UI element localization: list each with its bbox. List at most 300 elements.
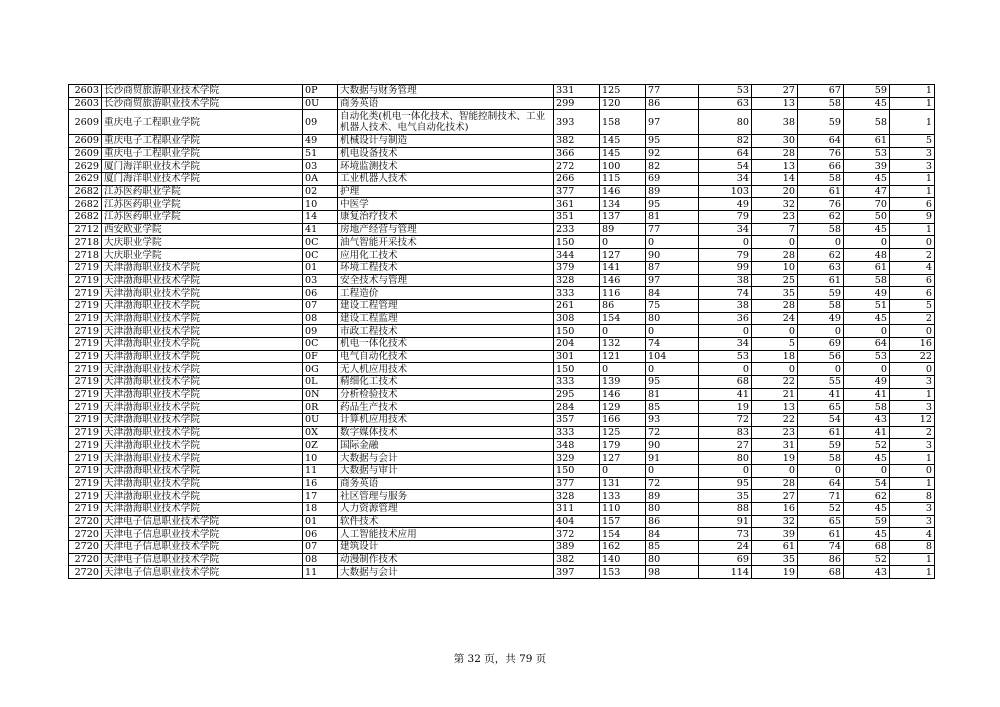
cell-major-code: 08 <box>303 312 338 325</box>
admission-score-table <box>68 84 935 579</box>
cell-major-name: 电气自动化技术 <box>338 350 554 363</box>
cell-major-name: 工业机器人技术 <box>338 173 554 186</box>
cell-school-code: 2720 <box>69 528 102 541</box>
cell-score-a: 0 <box>600 363 646 376</box>
cell-score-b: 86 <box>646 515 699 528</box>
cell-score-a: 0 <box>600 236 646 249</box>
cell-school-name: 江苏医药职业学院 <box>102 198 303 211</box>
cell-school-code: 2719 <box>69 490 102 503</box>
cell-score-e: 61 <box>798 274 844 287</box>
cell-total-score: 266 <box>554 173 600 186</box>
cell-school-name: 长沙商贸旅游职业技术学院 <box>102 85 303 98</box>
cell-score-a: 146 <box>600 185 646 198</box>
cell-score-c: 82 <box>699 134 752 147</box>
cell-score-c: 34 <box>699 223 752 236</box>
cell-score-d: 35 <box>752 287 798 300</box>
cell-school-name: 天津渤海职业技术学院 <box>102 426 303 439</box>
cell-score-d: 13 <box>752 97 798 110</box>
cell-rank-count: 1 <box>890 477 935 490</box>
cell-total-score: 311 <box>554 502 600 515</box>
cell-score-f: 53 <box>844 147 890 160</box>
cell-school-name: 长沙商贸旅游职业技术学院 <box>102 97 303 110</box>
cell-school-code: 2682 <box>69 185 102 198</box>
cell-rank-count: 1 <box>890 553 935 566</box>
cell-score-b: 90 <box>646 439 699 452</box>
cell-major-name: 大数据与会计 <box>338 452 554 465</box>
cell-major-code: 06 <box>303 528 338 541</box>
cell-score-d: 30 <box>752 134 798 147</box>
table-row <box>69 160 935 173</box>
cell-score-b: 81 <box>646 211 699 224</box>
cell-school-code: 2629 <box>69 173 102 186</box>
cell-rank-count: 1 <box>890 97 935 110</box>
cell-school-name: 天津渤海职业技术学院 <box>102 299 303 312</box>
cell-score-c: 88 <box>699 502 752 515</box>
table-row <box>69 350 935 363</box>
cell-score-b: 97 <box>646 274 699 287</box>
cell-rank-count: 3 <box>890 439 935 452</box>
cell-score-c: 79 <box>699 211 752 224</box>
cell-school-name: 大庆职业学院 <box>102 236 303 249</box>
cell-major-name: 房地产经营与管理 <box>338 223 554 236</box>
cell-score-e: 54 <box>798 414 844 427</box>
cell-major-code: 11 <box>303 566 338 579</box>
cell-total-score: 357 <box>554 414 600 427</box>
cell-school-name: 天津渤海职业技术学院 <box>102 414 303 427</box>
cell-school-code: 2719 <box>69 287 102 300</box>
table-row <box>69 223 935 236</box>
cell-school-code: 2719 <box>69 477 102 490</box>
cell-score-e: 76 <box>798 147 844 160</box>
cell-score-a: 127 <box>600 452 646 465</box>
cell-major-name: 建设工程监理 <box>338 312 554 325</box>
cell-score-a: 125 <box>600 85 646 98</box>
cell-rank-count: 3 <box>890 160 935 173</box>
cell-score-b: 0 <box>646 464 699 477</box>
cell-major-code: 18 <box>303 502 338 515</box>
table-row <box>69 97 935 110</box>
cell-major-name: 护理 <box>338 185 554 198</box>
cell-score-c: 38 <box>699 274 752 287</box>
cell-score-d: 13 <box>752 401 798 414</box>
cell-score-b: 98 <box>646 566 699 579</box>
cell-total-score: 382 <box>554 553 600 566</box>
cell-major-code: 0N <box>303 388 338 401</box>
cell-score-d: 7 <box>752 223 798 236</box>
cell-score-b: 74 <box>646 337 699 350</box>
cell-rank-count: 3 <box>890 401 935 414</box>
cell-rank-count: 6 <box>890 274 935 287</box>
cell-rank-count: 1 <box>890 173 935 186</box>
cell-school-code: 2719 <box>69 401 102 414</box>
cell-score-a: 146 <box>600 274 646 287</box>
cell-rank-count: 1 <box>890 223 935 236</box>
cell-rank-count: 0 <box>890 325 935 338</box>
cell-school-code: 2719 <box>69 299 102 312</box>
cell-score-f: 0 <box>844 325 890 338</box>
cell-total-score: 150 <box>554 236 600 249</box>
cell-score-d: 21 <box>752 388 798 401</box>
cell-score-f: 52 <box>844 553 890 566</box>
cell-rank-count: 0 <box>890 464 935 477</box>
cell-score-b: 82 <box>646 160 699 173</box>
cell-score-e: 58 <box>798 173 844 186</box>
cell-rank-count: 2 <box>890 426 935 439</box>
cell-score-a: 131 <box>600 477 646 490</box>
cell-score-a: 145 <box>600 147 646 160</box>
table-row <box>69 502 935 515</box>
cell-total-score: 328 <box>554 274 600 287</box>
cell-score-f: 54 <box>844 477 890 490</box>
cell-score-c: 103 <box>699 185 752 198</box>
cell-major-name: 油气智能开采技术 <box>338 236 554 249</box>
cell-score-b: 0 <box>646 363 699 376</box>
cell-score-e: 67 <box>798 85 844 98</box>
cell-score-e: 65 <box>798 515 844 528</box>
cell-score-b: 93 <box>646 414 699 427</box>
table-row <box>69 299 935 312</box>
cell-school-code: 2609 <box>69 110 102 135</box>
cell-total-score: 333 <box>554 376 600 389</box>
cell-score-c: 36 <box>699 312 752 325</box>
cell-school-code: 2719 <box>69 274 102 287</box>
cell-score-f: 61 <box>844 261 890 274</box>
cell-score-e: 62 <box>798 249 844 262</box>
cell-school-name: 江苏医药职业学院 <box>102 185 303 198</box>
cell-major-code: 07 <box>303 540 338 553</box>
cell-score-d: 19 <box>752 452 798 465</box>
cell-total-score: 372 <box>554 528 600 541</box>
cell-score-a: 0 <box>600 464 646 477</box>
cell-score-a: 125 <box>600 426 646 439</box>
cell-score-b: 95 <box>646 198 699 211</box>
cell-score-c: 63 <box>699 97 752 110</box>
cell-score-d: 27 <box>752 490 798 503</box>
cell-school-name: 天津电子信息职业技术学院 <box>102 566 303 579</box>
cell-score-a: 145 <box>600 134 646 147</box>
cell-score-e: 0 <box>798 325 844 338</box>
cell-score-d: 25 <box>752 274 798 287</box>
cell-score-a: 140 <box>600 553 646 566</box>
cell-school-code: 2720 <box>69 566 102 579</box>
cell-school-code: 2718 <box>69 236 102 249</box>
cell-score-f: 50 <box>844 211 890 224</box>
cell-score-c: 0 <box>699 236 752 249</box>
cell-school-name: 天津渤海职业技术学院 <box>102 312 303 325</box>
cell-score-e: 52 <box>798 502 844 515</box>
cell-school-name: 天津渤海职业技术学院 <box>102 363 303 376</box>
cell-score-d: 28 <box>752 299 798 312</box>
cell-score-b: 72 <box>646 477 699 490</box>
cell-score-f: 48 <box>844 249 890 262</box>
cell-total-score: 301 <box>554 350 600 363</box>
cell-score-f: 59 <box>844 85 890 98</box>
cell-rank-count: 3 <box>890 147 935 160</box>
cell-score-a: 127 <box>600 249 646 262</box>
cell-score-e: 76 <box>798 198 844 211</box>
cell-rank-count: 6 <box>890 198 935 211</box>
cell-score-b: 80 <box>646 312 699 325</box>
cell-rank-count: 1 <box>890 452 935 465</box>
table-row <box>69 211 935 224</box>
cell-score-b: 97 <box>646 110 699 135</box>
cell-score-f: 49 <box>844 287 890 300</box>
table-row <box>69 198 935 211</box>
table-row <box>69 312 935 325</box>
cell-score-b: 90 <box>646 249 699 262</box>
cell-total-score: 204 <box>554 337 600 350</box>
cell-school-code: 2718 <box>69 249 102 262</box>
cell-score-a: 89 <box>600 223 646 236</box>
cell-major-code: 0C <box>303 249 338 262</box>
cell-major-name: 商务英语 <box>338 477 554 490</box>
cell-major-name: 大数据与财务管理 <box>338 85 554 98</box>
cell-score-c: 95 <box>699 477 752 490</box>
table-row <box>69 439 935 452</box>
cell-score-c: 24 <box>699 540 752 553</box>
cell-score-c: 74 <box>699 287 752 300</box>
table-row <box>69 185 935 198</box>
cell-score-c: 53 <box>699 350 752 363</box>
cell-total-score: 404 <box>554 515 600 528</box>
cell-school-name: 天津渤海职业技术学院 <box>102 388 303 401</box>
cell-score-a: 157 <box>600 515 646 528</box>
cell-total-score: 351 <box>554 211 600 224</box>
cell-score-f: 45 <box>844 223 890 236</box>
cell-score-d: 32 <box>752 198 798 211</box>
cell-score-b: 89 <box>646 490 699 503</box>
cell-total-score: 397 <box>554 566 600 579</box>
cell-school-name: 天津渤海职业技术学院 <box>102 490 303 503</box>
cell-major-code: 08 <box>303 553 338 566</box>
cell-total-score: 333 <box>554 287 600 300</box>
cell-school-code: 2719 <box>69 350 102 363</box>
cell-rank-count: 0 <box>890 363 935 376</box>
cell-score-b: 95 <box>646 376 699 389</box>
cell-school-code: 2629 <box>69 160 102 173</box>
cell-major-code: 16 <box>303 477 338 490</box>
cell-score-b: 81 <box>646 388 699 401</box>
cell-score-c: 27 <box>699 439 752 452</box>
table-row <box>69 261 935 274</box>
cell-rank-count: 9 <box>890 211 935 224</box>
cell-school-name: 天津渤海职业技术学院 <box>102 261 303 274</box>
cell-score-e: 65 <box>798 401 844 414</box>
cell-score-b: 72 <box>646 426 699 439</box>
cell-score-c: 0 <box>699 363 752 376</box>
cell-score-f: 41 <box>844 388 890 401</box>
cell-score-d: 28 <box>752 477 798 490</box>
cell-score-b: 95 <box>646 134 699 147</box>
cell-score-b: 84 <box>646 528 699 541</box>
cell-school-name: 天津渤海职业技术学院 <box>102 477 303 490</box>
cell-score-a: 146 <box>600 388 646 401</box>
cell-score-a: 115 <box>600 173 646 186</box>
cell-school-name: 厦门海洋职业技术学院 <box>102 160 303 173</box>
cell-school-code: 2609 <box>69 134 102 147</box>
cell-score-c: 41 <box>699 388 752 401</box>
cell-rank-count: 5 <box>890 134 935 147</box>
cell-score-a: 129 <box>600 401 646 414</box>
cell-score-f: 62 <box>844 490 890 503</box>
cell-school-name: 天津渤海职业技术学院 <box>102 401 303 414</box>
cell-score-e: 64 <box>798 134 844 147</box>
cell-score-d: 0 <box>752 464 798 477</box>
cell-score-f: 45 <box>844 528 890 541</box>
cell-major-name: 大数据与会计 <box>338 566 554 579</box>
cell-score-b: 0 <box>646 236 699 249</box>
cell-score-e: 0 <box>798 464 844 477</box>
cell-total-score: 377 <box>554 185 600 198</box>
cell-major-name: 无人机应用技术 <box>338 363 554 376</box>
cell-score-f: 51 <box>844 299 890 312</box>
cell-major-code: 14 <box>303 211 338 224</box>
cell-score-d: 0 <box>752 236 798 249</box>
cell-major-name: 商务英语 <box>338 97 554 110</box>
cell-major-name: 工程造价 <box>338 287 554 300</box>
cell-score-c: 80 <box>699 452 752 465</box>
cell-rank-count: 6 <box>890 287 935 300</box>
cell-rank-count: 1 <box>890 566 935 579</box>
cell-rank-count: 0 <box>890 236 935 249</box>
cell-major-code: 10 <box>303 452 338 465</box>
cell-score-f: 43 <box>844 566 890 579</box>
cell-major-name: 市政工程技术 <box>338 325 554 338</box>
cell-major-code: 51 <box>303 147 338 160</box>
cell-total-score: 299 <box>554 97 600 110</box>
cell-major-name: 国际金融 <box>338 439 554 452</box>
cell-major-code: 0R <box>303 401 338 414</box>
cell-score-e: 56 <box>798 350 844 363</box>
cell-total-score: 344 <box>554 249 600 262</box>
cell-score-c: 53 <box>699 85 752 98</box>
cell-major-code: 06 <box>303 287 338 300</box>
cell-major-code: 49 <box>303 134 338 147</box>
cell-major-name: 康复治疗技术 <box>338 211 554 224</box>
cell-major-code: 03 <box>303 274 338 287</box>
cell-rank-count: 1 <box>890 85 935 98</box>
cell-score-f: 58 <box>844 110 890 135</box>
cell-score-e: 58 <box>798 452 844 465</box>
cell-score-c: 68 <box>699 376 752 389</box>
table-row <box>69 147 935 160</box>
cell-major-code: 09 <box>303 110 338 135</box>
table-row <box>69 566 935 579</box>
table-row <box>69 452 935 465</box>
cell-score-f: 45 <box>844 173 890 186</box>
cell-major-name: 安全技术与管理 <box>338 274 554 287</box>
table-row <box>69 325 935 338</box>
cell-score-f: 0 <box>844 363 890 376</box>
cell-major-name: 环境工程技术 <box>338 261 554 274</box>
cell-score-f: 68 <box>844 540 890 553</box>
table-row <box>69 477 935 490</box>
cell-school-name: 天津电子信息职业技术学院 <box>102 540 303 553</box>
cell-school-name: 天津渤海职业技术学院 <box>102 274 303 287</box>
cell-major-name: 建筑设计 <box>338 540 554 553</box>
cell-rank-count: 3 <box>890 376 935 389</box>
cell-score-f: 53 <box>844 350 890 363</box>
cell-score-a: 116 <box>600 287 646 300</box>
cell-school-name: 天津渤海职业技术学院 <box>102 325 303 338</box>
cell-total-score: 233 <box>554 223 600 236</box>
cell-score-b: 77 <box>646 223 699 236</box>
cell-major-name: 机械设计与制造 <box>338 134 554 147</box>
table-row <box>69 363 935 376</box>
cell-score-c: 64 <box>699 147 752 160</box>
cell-rank-count: 12 <box>890 414 935 427</box>
cell-school-name: 天津渤海职业技术学院 <box>102 439 303 452</box>
cell-major-name: 环境监测技术 <box>338 160 554 173</box>
cell-score-d: 23 <box>752 426 798 439</box>
cell-school-code: 2682 <box>69 198 102 211</box>
cell-score-c: 49 <box>699 198 752 211</box>
cell-score-d: 20 <box>752 185 798 198</box>
cell-major-code: 09 <box>303 325 338 338</box>
cell-score-c: 34 <box>699 173 752 186</box>
cell-score-e: 74 <box>798 540 844 553</box>
cell-score-f: 47 <box>844 185 890 198</box>
cell-score-d: 28 <box>752 147 798 160</box>
cell-score-d: 13 <box>752 160 798 173</box>
table-row <box>69 274 935 287</box>
cell-school-name: 天津渤海职业技术学院 <box>102 337 303 350</box>
table-row <box>69 401 935 414</box>
cell-score-b: 84 <box>646 287 699 300</box>
cell-major-code: 11 <box>303 464 338 477</box>
cell-score-d: 61 <box>752 540 798 553</box>
cell-rank-count: 2 <box>890 249 935 262</box>
cell-score-d: 39 <box>752 528 798 541</box>
cell-major-code: 02 <box>303 185 338 198</box>
cell-total-score: 361 <box>554 198 600 211</box>
cell-school-name: 厦门海洋职业技术学院 <box>102 173 303 186</box>
cell-school-name: 天津电子信息职业技术学院 <box>102 515 303 528</box>
cell-major-name: 自动化类(机电一体化技术、智能控制技术、工业机器人技术、电气自动化技术) <box>338 110 554 135</box>
cell-major-name: 中医学 <box>338 198 554 211</box>
cell-school-code: 2719 <box>69 388 102 401</box>
cell-score-e: 61 <box>798 185 844 198</box>
cell-total-score: 333 <box>554 426 600 439</box>
cell-school-name: 大庆职业学院 <box>102 249 303 262</box>
cell-score-f: 70 <box>844 198 890 211</box>
cell-score-e: 59 <box>798 110 844 135</box>
cell-score-d: 10 <box>752 261 798 274</box>
cell-score-c: 69 <box>699 553 752 566</box>
cell-rank-count: 8 <box>890 540 935 553</box>
cell-school-code: 2603 <box>69 85 102 98</box>
cell-score-d: 38 <box>752 110 798 135</box>
cell-total-score: 389 <box>554 540 600 553</box>
cell-total-score: 331 <box>554 85 600 98</box>
cell-score-f: 43 <box>844 414 890 427</box>
cell-score-f: 45 <box>844 452 890 465</box>
cell-score-b: 77 <box>646 85 699 98</box>
cell-score-d: 16 <box>752 502 798 515</box>
cell-score-a: 154 <box>600 528 646 541</box>
cell-score-d: 0 <box>752 363 798 376</box>
cell-total-score: 379 <box>554 261 600 274</box>
cell-score-e: 61 <box>798 528 844 541</box>
cell-score-a: 121 <box>600 350 646 363</box>
cell-major-code: 0U <box>303 97 338 110</box>
cell-school-name: 江苏医药职业学院 <box>102 211 303 224</box>
cell-score-a: 120 <box>600 97 646 110</box>
cell-score-e: 63 <box>798 261 844 274</box>
cell-school-code: 2719 <box>69 363 102 376</box>
cell-school-name: 天津渤海职业技术学院 <box>102 452 303 465</box>
cell-score-d: 22 <box>752 414 798 427</box>
